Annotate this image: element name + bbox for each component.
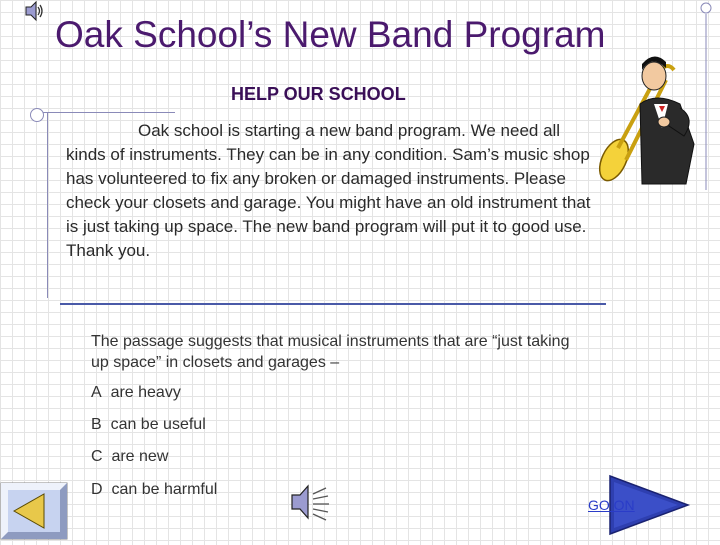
trombone-player-illustration [596,48,700,188]
choice-letter: A [91,384,102,401]
speaker-icon[interactable] [288,480,332,524]
choice-letter: C [91,448,103,465]
answer-choice-b[interactable] [91,416,206,434]
answer-choice-a[interactable] [91,384,181,402]
speaker-icon[interactable] [24,0,46,22]
scroll-ornament [698,0,714,190]
choice-text: can be useful [110,416,206,433]
decorative-circle [30,108,44,122]
reading-passage: Oak school is starting a new band program. We need all kinds of instruments. They can be in any condition. Sam’s music shop has volunteered to fix any broken or damaged instruments. Please check your closets and garage. You might have an old instrument that is just taking up space. The new band program will put it to good use. Thank you. [66,121,591,260]
choice-text: are new [111,448,169,465]
slide-title: Oak School’s New Band Program [55,14,606,55]
question-text: The passage suggests that musical instruments that are “just taking up space” in closets and garages – [91,333,570,371]
answer-choice-c[interactable] [91,448,168,466]
choice-letter: B [91,416,102,433]
choice-letter: D [91,481,103,498]
decorative-line [35,112,175,113]
back-button[interactable] [0,482,68,540]
decorative-line [47,112,48,298]
go-on-link[interactable]: GO ON [588,497,635,513]
choice-text: can be harmful [111,481,218,498]
section-divider [60,303,606,305]
passage-heading: HELP OUR SCHOOL [231,84,406,104]
answer-choice-d[interactable] [91,481,217,499]
choice-text: are heavy [110,384,181,401]
